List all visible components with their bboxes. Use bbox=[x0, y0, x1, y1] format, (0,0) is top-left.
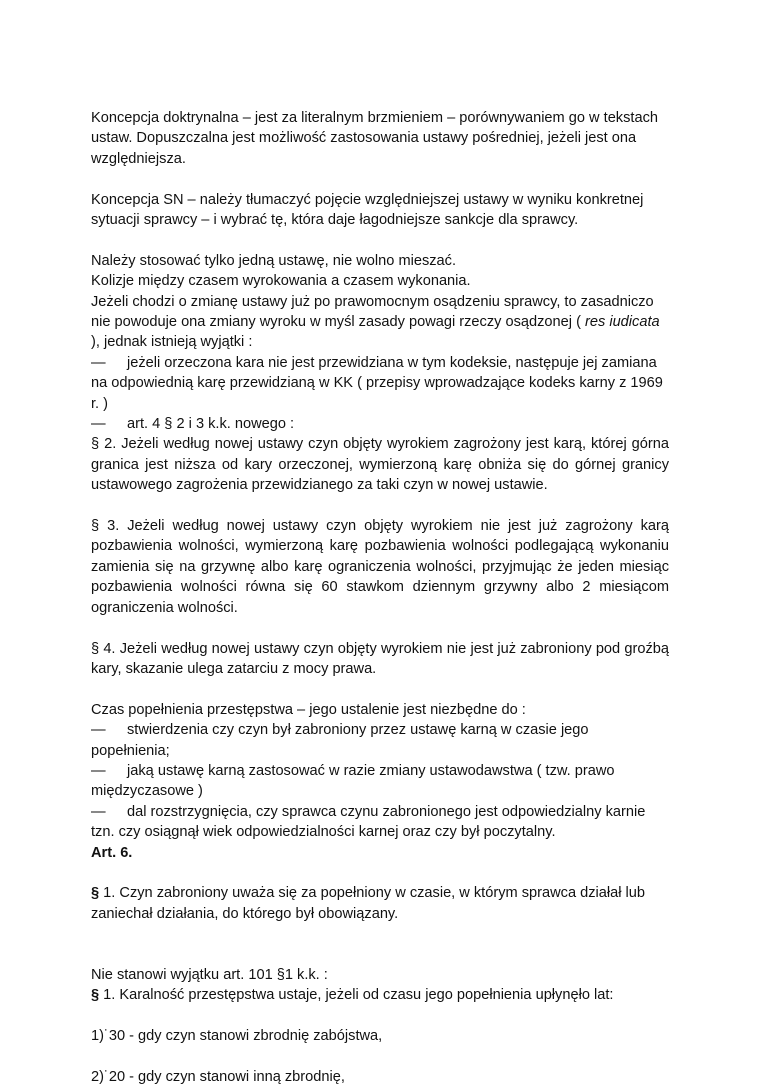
exception-text-1: jeżeli orzeczona kara nie jest przewidziana w tym kodeksie, następuje jej zamiana na odpowiednią karę przewidzianą w KK ( przepisy wprowadzające kodeks karny z 1969 r. ) bbox=[91, 354, 663, 412]
text-res-iudicata: res iudicata bbox=[585, 314, 660, 331]
art101-s1-text: 1. Karalność przestępstwa ustaje, jeżeli od czasu jego popełnienia upłynęło lat: bbox=[99, 987, 614, 1004]
czas-item-1 bbox=[91, 720, 669, 761]
czas-item-2 bbox=[91, 761, 669, 802]
czas-text-3: dal rozstrzygnięcia, czy sprawca czynu zabronionego jest odpowiedzialny karnie tzn. czy osiągnął wiek odpowiedzialności karnej oraz czy był poczytalny. bbox=[91, 803, 646, 841]
art6-heading: Art. 6. bbox=[91, 844, 133, 861]
dash-marker: — bbox=[91, 722, 106, 739]
art101-s1 bbox=[91, 985, 669, 1005]
exception-item-2 bbox=[91, 414, 669, 434]
art6-s1-text: 1. Czyn zabroniony uważa się za popełniony w czasie, w którym sprawca działał lub zaniechał działania, do którego był obowiązany. bbox=[91, 885, 646, 922]
list-item-1: 1)˙30 - gdy czyn stanowi zbrodnię zabójstwa, bbox=[91, 1028, 383, 1045]
exception-text-2: art. 4 § 2 i 3 k.k. nowego : bbox=[127, 416, 295, 433]
paragraph-art6-s1 bbox=[91, 883, 669, 924]
czas-text-2: jaką ustawę karną zastosować w razie zmiany ustawodawstwa ( tzw. prawo międzyczasowe ) bbox=[91, 762, 615, 800]
dash-marker: — bbox=[91, 416, 106, 433]
paragraph-s2: § 2. Jeżeli według nowej ustawy czyn objęty wyrokiem zagrożony jest karą, której górna granica jest niższa od kary orzeczonej, wymierzoną karę obniża się do górnej granicy ustawowego zagrożenia przewidzianego za taki czyn w nowej ustawie. bbox=[91, 436, 669, 494]
line-jedna-ustawa: Należy stosować tylko jedną ustawę, nie wolno mieszać. bbox=[91, 252, 457, 269]
nie-stanowi-wyjatku: Nie stanowi wyjątku art. 101 §1 k.k. : bbox=[91, 966, 328, 983]
section-sign: § bbox=[91, 987, 100, 1004]
dash-marker: — bbox=[91, 762, 106, 779]
text-zmiana-ustawy-after: ), jednak istnieją wyjątki : bbox=[91, 334, 253, 351]
section-sign: § bbox=[91, 885, 100, 902]
document-page bbox=[91, 108, 669, 1087]
exception-item-1 bbox=[91, 353, 669, 414]
list-item-2: 2)˙20 - gdy czyn stanowi inną zbrodnię, bbox=[91, 1068, 345, 1085]
paragraph-s4: § 4. Jeżeli według nowej ustawy czyn objęty wyrokiem nie jest już zabroniony pod groźbą kary, skazanie ulega zatarciu z mocy prawa. bbox=[91, 640, 669, 677]
paragraph-art101 bbox=[91, 965, 669, 1006]
paragraph-czas-popelnienia bbox=[91, 700, 669, 863]
line-kolizje: Kolizje między czasem wyrokowania a czasem wykonania. bbox=[91, 273, 471, 290]
text-zmiana-ustawy-before: Jeżeli chodzi o zmianę ustawy już po prawomocnym osądzeniu sprawcy, to zasadniczo nie powoduje ona zmiany wyroku w myśl zasady powagi rzeczy osądzonej ( bbox=[91, 293, 654, 331]
paragraph-koncepcja-sn: Koncepcja SN – należy tłumaczyć pojęcie względniejszej ustawy w wyniku konkretnej sytuacji sprawcy – i wybrać tę, która daje łagodniejsze sankcje dla sprawcy. bbox=[91, 191, 644, 229]
dash-marker: — bbox=[91, 803, 106, 820]
paragraph-koncepcja-doktrynalna: Koncepcja doktrynalna – jest za literalnym brzmieniem – porównywaniem go w tekstach ustaw. Dopuszczalna jest możliwość zastosowania ustawy pośredniej, jeżeli jest ona względniejsza. bbox=[91, 110, 658, 167]
paragraph-jedna-ustawa bbox=[91, 251, 669, 435]
paragraph-s3: § 3. Jeżeli według nowej ustawy czyn objęty wyrokiem nie jest już zagrożony karą pozbawienia wolności, wymierzoną karę pozbawienia wolności podlegającą wykonaniu zamienia się na grzywnę albo karę ograniczenia wolności, przyjmując że jeden miesiąc pozbawienia wolności równa się 60 stawkom dziennym grzywny albo 2 miesiącom ograniczenia wolności. bbox=[91, 518, 669, 616]
dash-marker: — bbox=[91, 354, 106, 371]
czas-item-3 bbox=[91, 802, 669, 843]
czas-intro: Czas popełnienia przestępstwa – jego ustalenie jest niezbędne do : bbox=[91, 701, 526, 718]
czas-text-1: stwierdzenia czy czyn był zabroniony przez ustawę karną w czasie jego popełnienia; bbox=[91, 722, 589, 759]
line-zmiana-ustawy bbox=[91, 292, 669, 353]
